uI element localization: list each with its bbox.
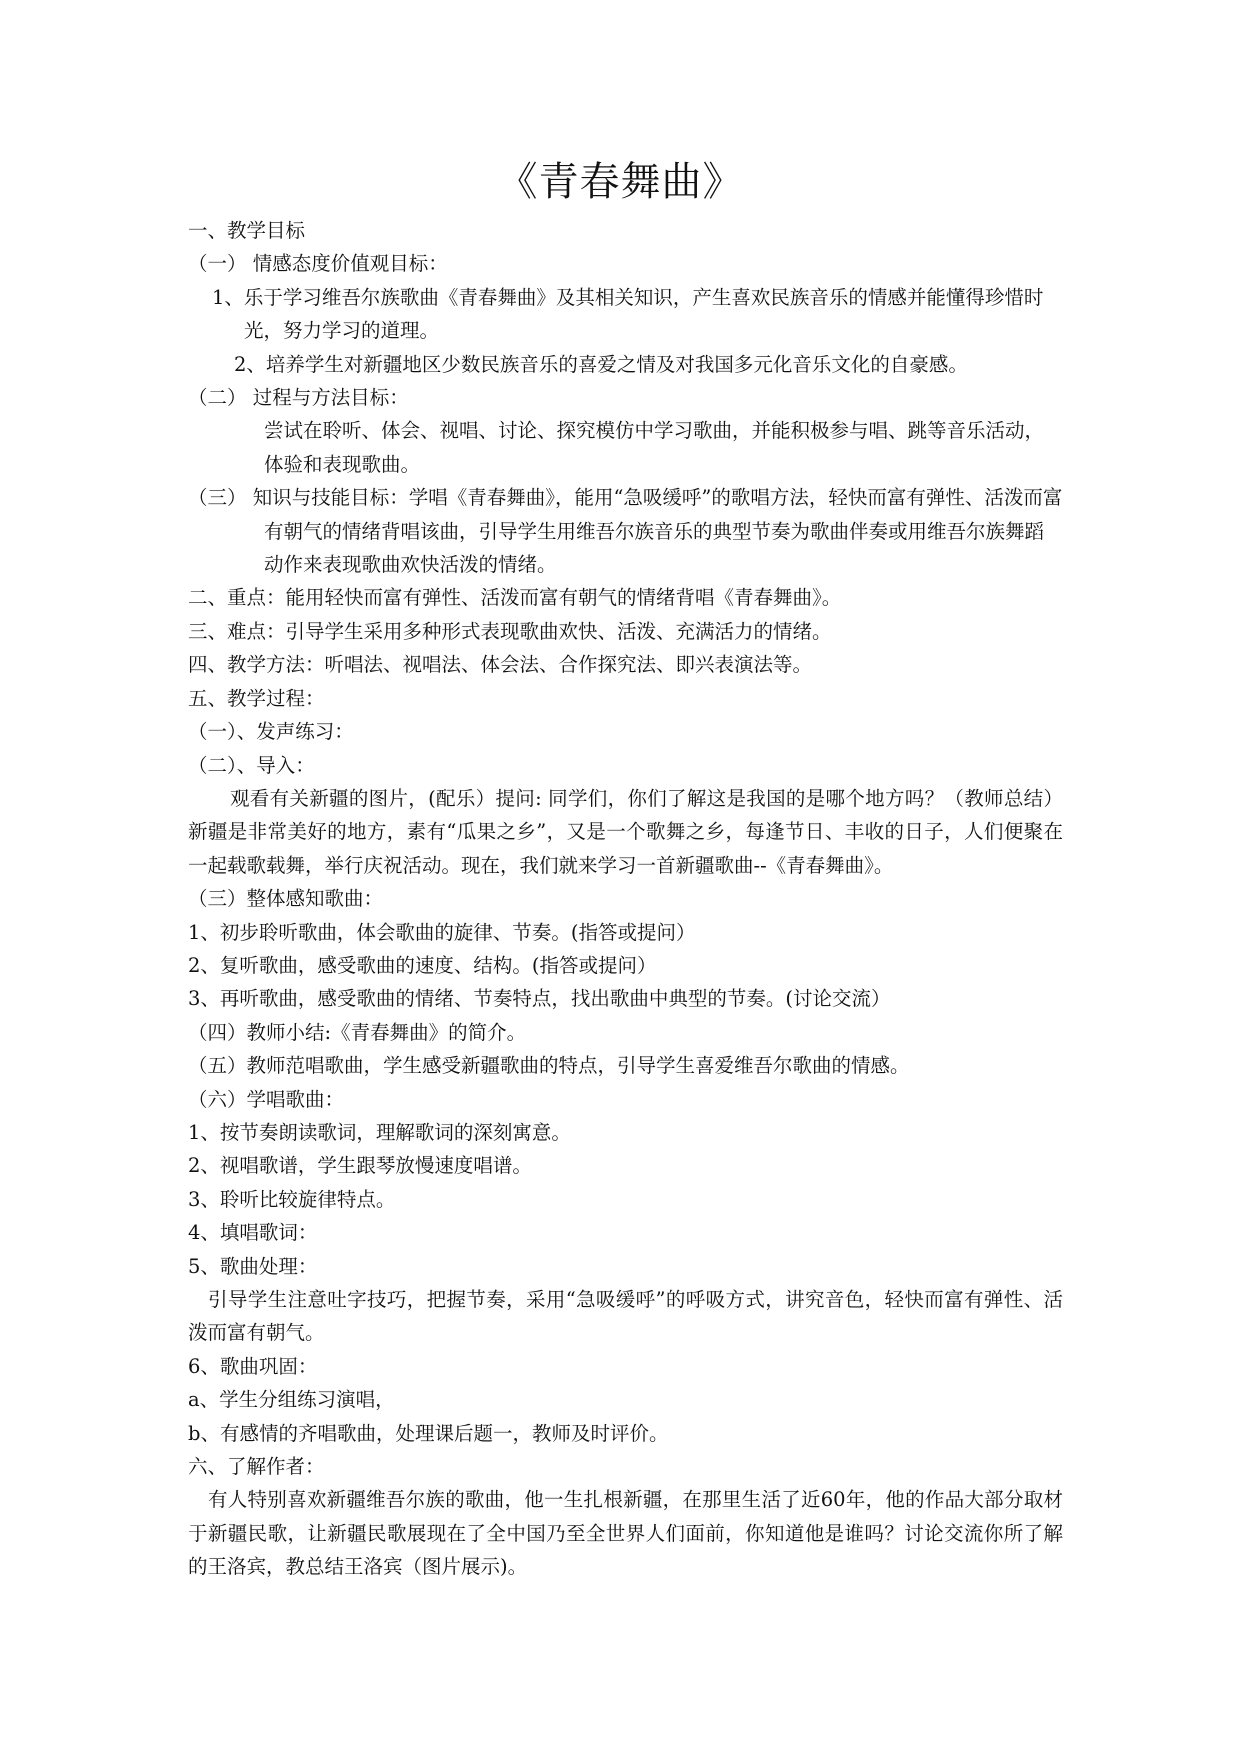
text-line: 有人特别喜欢新疆维吾尔族的歌曲，他一生扎根新疆，在那里生活了近60年，他的作品大部分取材于新疆民歌，让新疆民歌展现在了全中国乃至全世界人们面前，你知道他是谁吗？讨论交流你所了解的王洛宾，教总结王洛宾（图片展示)。 (188, 1488, 1063, 1579)
text-line: 2、复听歌曲，感受歌曲的速度、结构。(指答或提问） (188, 953, 657, 977)
text-line: （二） 过程与方法目标： (188, 386, 409, 410)
text-line: （三） 知识与技能目标：学唱《青春舞曲》，能用“急吸缓呼”的歌唱方法，轻快而富有弹性、活泼而富有朝气的情绪背唱该曲，引导学生用维吾尔族音乐的典型节奏为歌曲伴奏或用维吾尔族舞蹈动作来表现歌曲欢快活泼的情绪。 (188, 486, 1063, 577)
text-line: 引导学生注意吐字技巧，把握节奏，采用“急吸缓呼”的呼吸方式，讲究音色，轻快而富有弹性、活泼而富有朝气。 (188, 1288, 1063, 1345)
text-line: 2、培养学生对新疆地区少数民族音乐的喜爱之情及对我国多元化音乐文化的自豪感。 (234, 352, 968, 376)
document-body (188, 214, 1063, 1584)
text-line: 1、初步聆听歌曲，体会歌曲的旋律、节奏。(指答或提问） (188, 920, 696, 944)
text-line: 五、教学过程： (188, 686, 325, 710)
text-line: 三、难点：引导学生采用多种形式表现歌曲欢快、活泼、充满活力的情绪。 (188, 619, 832, 643)
text-line: （一）、发声练习： (188, 720, 354, 744)
text-line: 二、重点：能用轻快而富有弹性、活泼而富有朝气的情绪背唱《青春舞曲》。 (188, 586, 842, 610)
text-line: 六、了解作者： (188, 1455, 325, 1479)
text-line: 4、填唱歌词： (188, 1221, 318, 1245)
text-line: 1、按节奏朗读歌词，理解歌词的深刻寓意。 (188, 1120, 571, 1144)
text-line: 2、视唱歌谱，学生跟琴放慢速度唱谱。 (188, 1154, 532, 1178)
document-title: 《青春舞曲》 (497, 159, 744, 205)
text-line: 3、聆听比较旋律特点。 (188, 1187, 396, 1211)
text-line: （五）教师范唱歌曲，学生感受新疆歌曲的特点，引导学生喜爱维吾尔歌曲的情感。 (188, 1054, 910, 1078)
text-line: （一） 情感态度价值观目标： (188, 252, 448, 276)
text-line: b、有感情的齐唱歌曲，处理课后题一，教师及时评价。 (188, 1421, 669, 1445)
text-line: （三）整体感知歌曲： (188, 887, 384, 911)
text-line: a、学生分组练习演唱， (188, 1388, 395, 1412)
text-line: （四）教师小结:《青春舞曲》的简介。 (188, 1020, 527, 1044)
text-line: 1、乐于学习维吾尔族歌曲《青春舞曲》及其相关知识，产生喜欢民族音乐的情感并能懂得珍惜时光，努力学习的道理。 (212, 285, 1044, 343)
text-line: 3、再听歌曲，感受歌曲的情绪、节奏特点，找出歌曲中典型的节奏。(讨论交流） (188, 987, 891, 1011)
text-line: 5、歌曲处理： (188, 1254, 318, 1278)
text-line: 6、歌曲巩固： (188, 1354, 318, 1378)
text-line: 一、教学目标 (188, 219, 306, 242)
text-line: 观看有关新疆的图片，(配乐）提问: 同学们，你们了解这是我国的是哪个地方吗？（教师总结）新疆是非常美好的地方，素有“瓜果之乡”，又是一个歌舞之乡，每逢节日、丰收的日子，人们便聚在一起载歌载舞，举行庆祝活动。现在，我们就来学习一首新疆歌曲--《青春舞曲》。 (188, 786, 1063, 877)
text-line: 四、教学方法：听唱法、视唱法、体会法、合作探究法、即兴表演法等。 (188, 653, 813, 677)
text-line: （二）、导入： (188, 753, 315, 777)
text-line: （六）学唱歌曲： (188, 1087, 345, 1111)
text-line: 尝试在聆听、体会、视唱、讨论、探究模仿中学习歌曲，并能积极参与唱、跳等音乐活动，体验和表现歌曲。 (264, 419, 1045, 476)
